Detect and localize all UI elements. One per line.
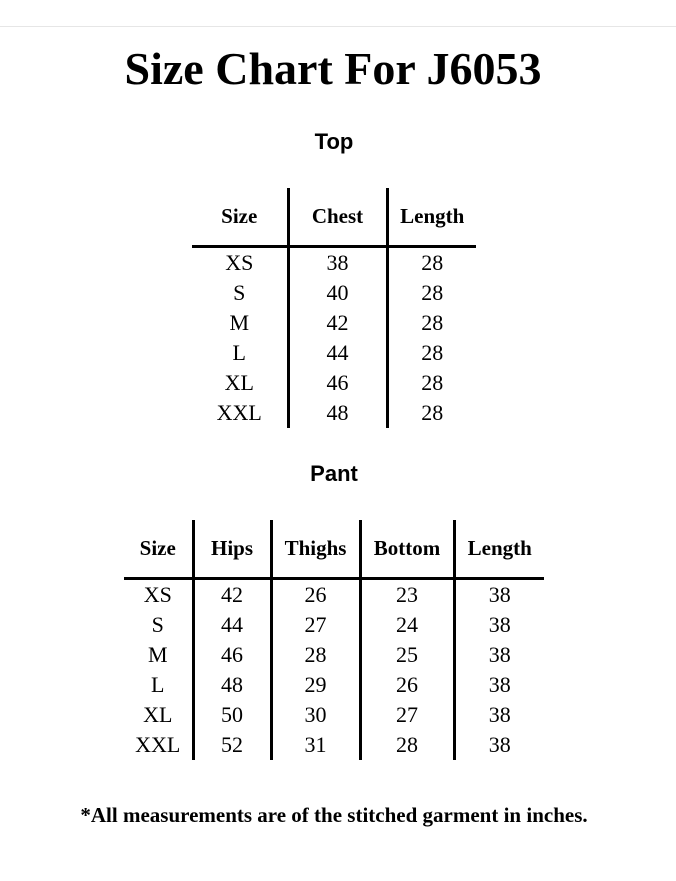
cell-size: L bbox=[124, 670, 193, 700]
cell-length: 38 bbox=[488, 582, 511, 607]
table-row bbox=[124, 610, 544, 640]
column-header-length: Length bbox=[387, 188, 476, 247]
cell-length: 28 bbox=[421, 250, 444, 275]
cell-length: 28 bbox=[421, 310, 444, 335]
cell-bottom: 27 bbox=[360, 700, 454, 730]
cell-hips: 42 bbox=[193, 579, 271, 611]
table-row bbox=[124, 640, 544, 670]
page-title: Size Chart For J6053 bbox=[124, 43, 542, 94]
table-row bbox=[192, 308, 476, 338]
column-header-thighs: Thighs bbox=[271, 520, 360, 579]
cell-hips: 52 bbox=[193, 730, 271, 760]
column-header-hips: Hips bbox=[193, 520, 271, 579]
cell-size: XS bbox=[192, 247, 288, 279]
cell-length: 28 bbox=[421, 280, 444, 305]
measurement-note: *All measurements are of the stitched garment in inches. bbox=[80, 803, 588, 827]
table-row bbox=[192, 368, 476, 398]
cell-thighs: 31 bbox=[271, 730, 360, 760]
cell-length: 38 bbox=[488, 672, 511, 697]
column-header-bottom: Bottom bbox=[360, 520, 454, 579]
column-header-chest: Chest bbox=[288, 188, 387, 247]
top-divider bbox=[0, 26, 676, 27]
table-header-row bbox=[124, 520, 544, 579]
pant-section-title: Pant bbox=[310, 461, 358, 486]
cell-thighs: 30 bbox=[271, 700, 360, 730]
cell-length: 28 bbox=[421, 400, 444, 425]
cell-size: S bbox=[124, 610, 193, 640]
top-section-title: Top bbox=[314, 129, 354, 154]
table-row bbox=[192, 247, 476, 279]
cell-thighs: 28 bbox=[271, 640, 360, 670]
cell-length: 38 bbox=[488, 732, 511, 757]
cell-bottom: 28 bbox=[360, 730, 454, 760]
column-header-length: Length bbox=[454, 520, 544, 579]
cell-size: XL bbox=[192, 368, 288, 398]
cell-thighs: 29 bbox=[271, 670, 360, 700]
table-row bbox=[124, 579, 544, 611]
cell-size: M bbox=[124, 640, 193, 670]
cell-length: 38 bbox=[488, 702, 511, 727]
cell-hips: 48 bbox=[193, 670, 271, 700]
cell-hips: 44 bbox=[193, 610, 271, 640]
cell-length: 38 bbox=[488, 642, 511, 667]
cell-chest: 46 bbox=[288, 368, 387, 398]
table-row bbox=[124, 700, 544, 730]
column-header-size: Size bbox=[192, 188, 288, 247]
cell-bottom: 24 bbox=[360, 610, 454, 640]
cell-chest: 44 bbox=[288, 338, 387, 368]
cell-thighs: 27 bbox=[271, 610, 360, 640]
cell-chest: 42 bbox=[288, 308, 387, 338]
cell-chest: 40 bbox=[288, 278, 387, 308]
cell-chest: 38 bbox=[288, 247, 387, 279]
cell-size: XL bbox=[124, 700, 193, 730]
cell-bottom: 25 bbox=[360, 640, 454, 670]
table-row bbox=[124, 670, 544, 700]
cell-bottom: 23 bbox=[360, 579, 454, 611]
cell-size: XS bbox=[124, 579, 193, 611]
table-row bbox=[192, 398, 476, 428]
cell-bottom: 26 bbox=[360, 670, 454, 700]
pant-size-table bbox=[124, 520, 544, 760]
top-size-table bbox=[192, 188, 476, 428]
cell-thighs: 26 bbox=[271, 579, 360, 611]
cell-size: XXL bbox=[192, 398, 288, 428]
cell-length: 28 bbox=[421, 340, 444, 365]
cell-chest: 48 bbox=[288, 398, 387, 428]
table-row bbox=[124, 730, 544, 760]
column-header-size: Size bbox=[124, 520, 193, 579]
cell-length: 28 bbox=[421, 370, 444, 395]
cell-size: S bbox=[192, 278, 288, 308]
cell-size: L bbox=[192, 338, 288, 368]
cell-hips: 50 bbox=[193, 700, 271, 730]
cell-size: M bbox=[192, 308, 288, 338]
cell-size: XXL bbox=[124, 730, 193, 760]
cell-hips: 46 bbox=[193, 640, 271, 670]
table-row bbox=[192, 338, 476, 368]
table-row bbox=[192, 278, 476, 308]
cell-length: 38 bbox=[488, 612, 511, 637]
table-header-row bbox=[192, 188, 476, 247]
